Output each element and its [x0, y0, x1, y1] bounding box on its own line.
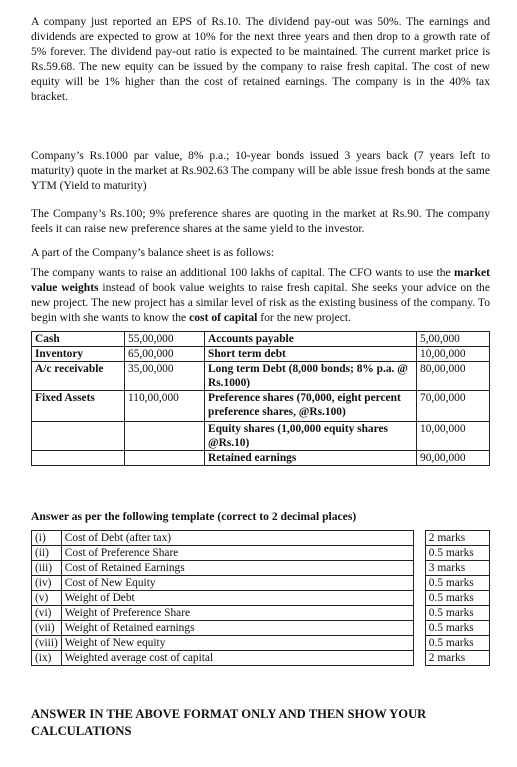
table-row	[32, 347, 490, 362]
liability-label: Long term Debt (8,000 bonds; 8% p.a. @ Rs.1000)	[205, 362, 417, 391]
table-row	[32, 636, 490, 651]
row-item: Weight of New equity	[61, 636, 413, 651]
row-item: Weight of Debt	[61, 591, 413, 606]
row-number: (vii)	[32, 621, 62, 636]
liability-label: Equity shares (1,00,000 equity shares @Rs.10)	[205, 422, 417, 451]
template-heading: Answer as per the following template (correct to 2 decimal places)	[31, 510, 357, 523]
paragraph-preference-shares: The Company’s Rs.100; 9% preference shares are quoting in the market at Rs.90. The company feels it can raise new preference shares at the same yield to the investor.	[31, 207, 490, 235]
balance-sheet-table	[31, 331, 490, 466]
row-number: (viii)	[32, 636, 62, 651]
table-row	[32, 546, 490, 561]
asset-label	[32, 451, 125, 466]
asset-label: Inventory	[32, 347, 125, 362]
table-row	[32, 422, 490, 451]
answer-template-table	[31, 530, 490, 666]
row-marks: 0.5 marks	[425, 591, 489, 606]
liability-label: Short term debt	[205, 347, 417, 362]
table-row	[32, 621, 490, 636]
row-number: (iii)	[32, 561, 62, 576]
asset-value: 110,00,000	[125, 391, 205, 422]
asset-label: A/c receivable	[32, 362, 125, 391]
liability-value: 90,00,000	[417, 451, 490, 466]
row-number: (ii)	[32, 546, 62, 561]
asset-label: Fixed Assets	[32, 391, 125, 422]
row-marks: 2 marks	[425, 531, 489, 546]
row-marks: 0.5 marks	[425, 576, 489, 591]
row-marks: 0.5 marks	[425, 636, 489, 651]
asset-value: 65,00,000	[125, 347, 205, 362]
row-item: Cost of Preference Share	[61, 546, 413, 561]
liability-label: Retained earnings	[205, 451, 417, 466]
liability-label: Accounts payable	[205, 332, 417, 347]
row-marks: 2 marks	[425, 651, 489, 666]
asset-value: 55,00,000	[125, 332, 205, 347]
row-item: Cost of New Equity	[61, 576, 413, 591]
row-number: (i)	[32, 531, 62, 546]
liability-value: 70,00,000	[417, 391, 490, 422]
row-marks: 0.5 marks	[425, 621, 489, 636]
liability-value: 5,00,000	[417, 332, 490, 347]
asset-label: Cash	[32, 332, 125, 347]
table-row	[32, 362, 490, 391]
table-row	[32, 531, 490, 546]
table-row	[32, 606, 490, 621]
row-item: Weighted average cost of capital	[61, 651, 413, 666]
asset-label	[32, 422, 125, 451]
row-item: Cost of Debt (after tax)	[61, 531, 413, 546]
row-number: (iv)	[32, 576, 62, 591]
row-marks: 3 marks	[425, 561, 489, 576]
asset-value	[125, 422, 205, 451]
row-item: Weight of Retained earnings	[61, 621, 413, 636]
table-row	[32, 332, 490, 347]
liability-value: 10,00,000	[417, 422, 490, 451]
paragraph-eps-dividend: A company just reported an EPS of Rs.10. The dividend pay-out was 50%. The earnings and dividends are expected to grow at 10% for the next three years and then drop to a growth rate of 5% forever. The dividend pay-out ratio is expected to be maintained. The current market price is Rs.59.68. The new equity can be issued by the company to raise fresh capital. The cost of new equity will be 1% higher than the cost of retained earnings. The company is in the 40% tax bracket.	[31, 15, 490, 103]
asset-value	[125, 451, 205, 466]
liability-value: 10,00,000	[417, 347, 490, 362]
row-marks: 0.5 marks	[425, 546, 489, 561]
row-item: Weight of Preference Share	[61, 606, 413, 621]
table-row	[32, 561, 490, 576]
final-instruction: ANSWER IN THE ABOVE FORMAT ONLY AND THEN SHOW YOUR CALCULATIONS	[31, 707, 427, 738]
row-marks: 0.5 marks	[425, 606, 489, 621]
asset-value: 35,00,000	[125, 362, 205, 391]
table-row	[32, 391, 490, 422]
liability-value: 80,00,000	[417, 362, 490, 391]
row-number: (ix)	[32, 651, 62, 666]
table-row	[32, 451, 490, 466]
row-number: (v)	[32, 591, 62, 606]
table-row	[32, 651, 490, 666]
table-row	[32, 591, 490, 606]
paragraph-capital-raise: The company wants to raise an additional 100 lakhs of capital. The CFO wants to use the market value weights instead of book value weights to raise fresh capital. She seeks your advice on the new project. The new project has a similar level of risk as the existing business of the company. To begin with she wants to know the cost of capital for the new project.	[31, 266, 490, 324]
liability-label: Preference shares (70,000, eight percent preference shares, @Rs.100)	[205, 391, 417, 422]
row-number: (vi)	[32, 606, 62, 621]
paragraph-bonds: Company’s Rs.1000 par value, 8% p.a.; 10-year bonds issued 3 years back (7 years left to maturity) quote in the market at Rs.902.63 The company will be able issue fresh bonds at the same YTM (Yield to maturity)	[31, 149, 490, 192]
paragraph-balance-sheet-intro: A part of the Company’s balance sheet is as follows:	[31, 246, 275, 259]
table-row	[32, 576, 490, 591]
row-item: Cost of Retained Earnings	[61, 561, 413, 576]
